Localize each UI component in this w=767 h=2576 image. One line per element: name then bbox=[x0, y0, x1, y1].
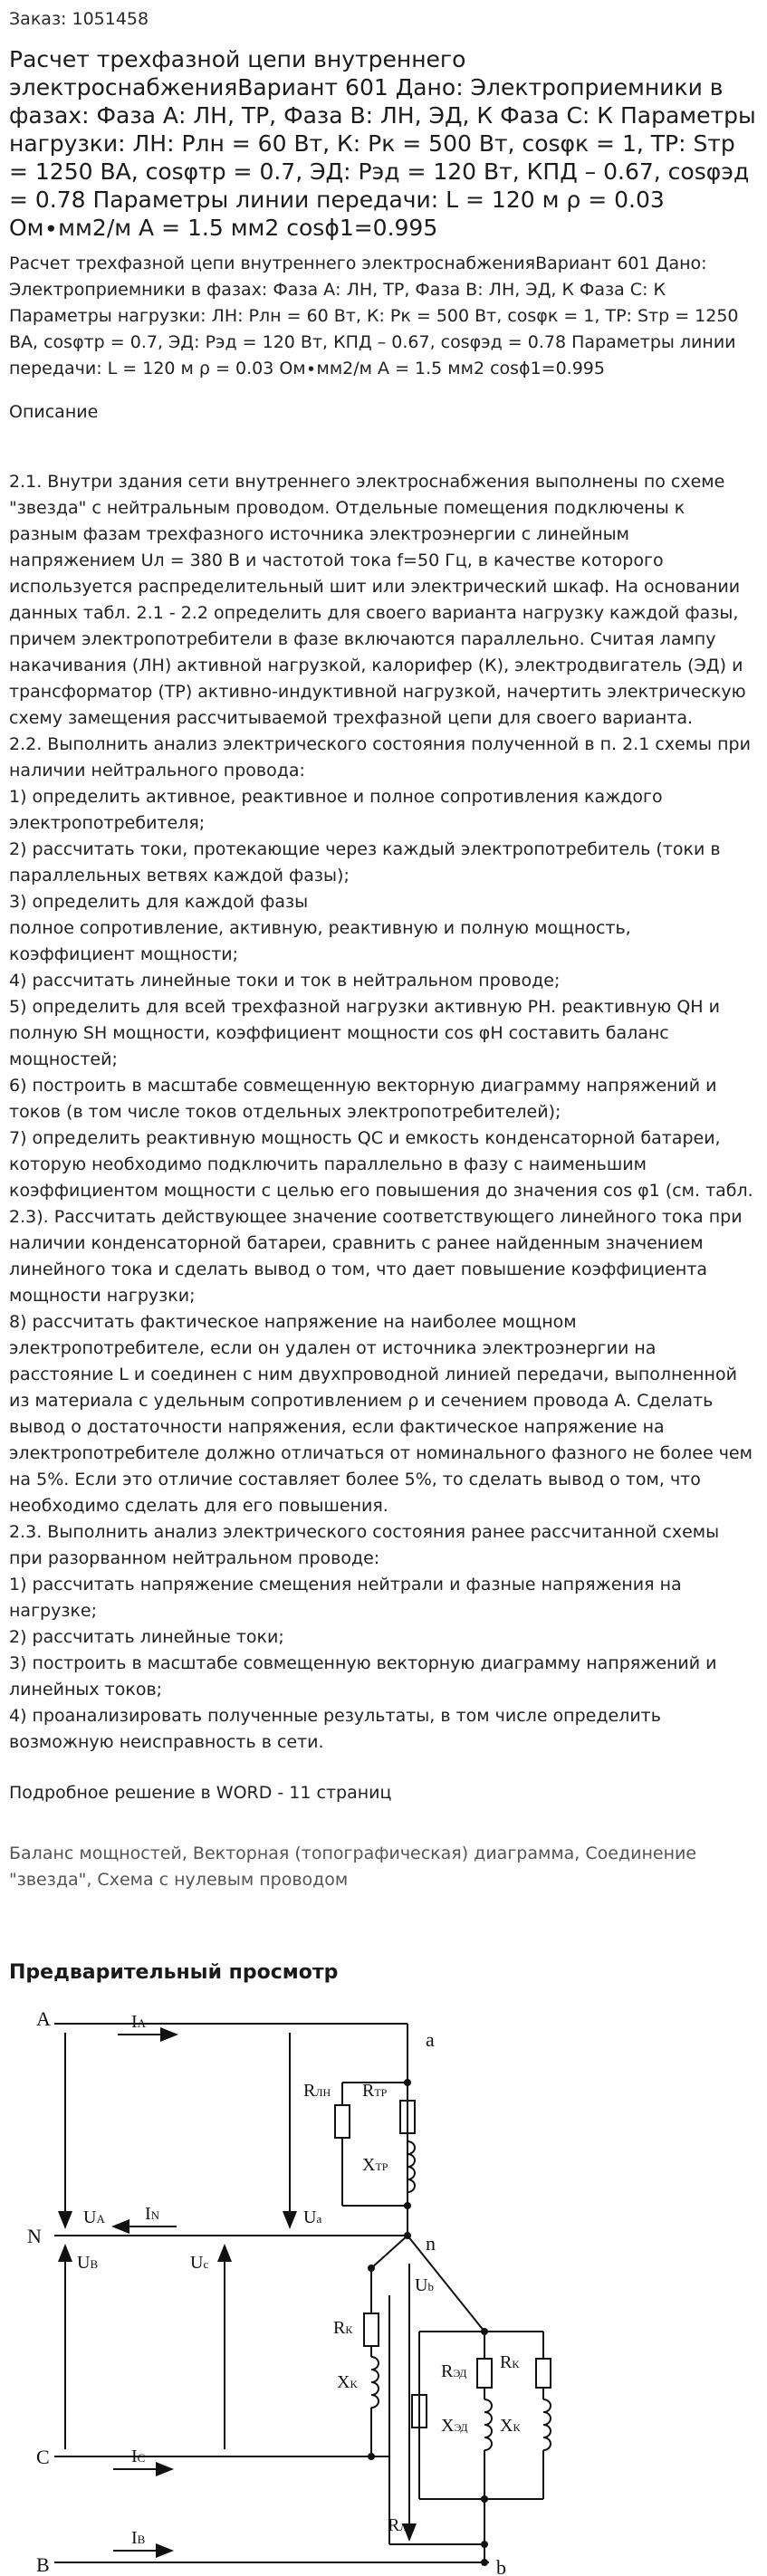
word-info: Подробное решение в WORD - 11 страниц bbox=[9, 1783, 392, 1803]
label-i-n: I bbox=[145, 2204, 151, 2224]
description-paragraph: 1) определить активное, реактивное и полное сопротивления каждого электропотребителя; bbox=[9, 787, 663, 833]
resistor-r-ed bbox=[477, 2359, 492, 2388]
svg-text:Ub: Ub bbox=[415, 2275, 434, 2295]
label-u-c: U bbox=[190, 2253, 204, 2273]
page-title: Расчет трехфазной цепи внутреннего электроснабженияВариант 601 Дано: Электроприемники в фазах: Фаза А: ЛН, ТР, Фаза В: ЛН, ЭД, К Фаза С: К Параметры нагрузки: ЛН: Рлн = 60 Вт, К: Рк = 500 Вт, cosφк = 1, ТР: Sтр = 1250 ВА, cosφтр = 0.7, ЭД: Рэд = 120 Вт, КПД – 0.67, cosφэд = 0.78 Параметры линии передачи: L = 120 м ρ = 0.03 Ом∙мм2/м А = 1.5 мм2 cosϕ1=0.995 bbox=[9, 46, 756, 241]
inductor-x-k-b bbox=[543, 2399, 551, 2450]
description-paragraph: 8) рассчитать фактическое напряжение на наиболее мощном электропотребителе, если он удален от источника электроэнергии на расстояние L и соединен с ним двухпроводной линией передачи, выполненной из материала с удельным сопротивлением ρ и сечением провода A. Сделать вывод о достаточности напряжения, если фактическое напряжение на электропотребителе должно отличаться от номинального фазного не более чем на 5%. Если это отличие составляет более 5%, то сделать вывод о том, что необходимо сделать для его повышения. bbox=[9, 1312, 753, 1516]
svg-text:XК: XК bbox=[337, 2372, 358, 2392]
label-node-b-small: b bbox=[496, 2556, 506, 2576]
label-u-b-small: U bbox=[415, 2275, 428, 2295]
inductor-x-k-c bbox=[371, 2357, 379, 2408]
description-paragraph: полное сопротивление, активную, реактивную и полную мощность, коэффициент мощности; bbox=[9, 918, 631, 964]
description-body bbox=[9, 469, 757, 1756]
label-r-k-c: R bbox=[333, 2318, 346, 2338]
description-paragraph: 3) построить в масштабе совмещенную векторную диаграмму напряжений и линейных токов; bbox=[9, 1653, 717, 1700]
label-u-a: U bbox=[83, 2207, 97, 2227]
description-paragraph: 2) рассчитать линейные токи; bbox=[9, 1627, 284, 1647]
description-paragraph: 1) рассчитать напряжение смещения нейтрали и фазные напряжения на нагрузке; bbox=[9, 1575, 682, 1621]
resistor-r-ln-a bbox=[335, 2105, 350, 2138]
label-i-b: I bbox=[131, 2528, 138, 2548]
svg-text:RК: RК bbox=[500, 2352, 520, 2372]
label-node-a-small: a bbox=[426, 2028, 435, 2051]
inductor-x-ed bbox=[484, 2399, 492, 2450]
description-paragraph: 2.1. Внутри здания сети внутреннего электроснабжения выполнены по схеме "звезда" с нейтральным проводом. Отдельные помещения подключены к разным фазам трехфазного источника электроэнергии с линейным напряжением Uл = 380 В и частотой тока f=50 Гц, в качестве которого используется распределительный шит или электрический шкаф. На основании данных табл. 2.1 - 2.2 определить для своего варианта нагрузку каждой фазы, причем электропотребители в фазе включаются параллельно. Считая лампу накачивания (ЛН) активной нагрузкой, калорифер (К), электродвигатель (ЭД) и трансформатор (ТР) активно-индуктивной нагрузкой, начертить электрическую схему замещения рассчитываемой трехфазной цепи для своего варианта. bbox=[9, 472, 746, 728]
svg-text:RЭД: RЭД bbox=[441, 2361, 467, 2381]
svg-text:UA: UA bbox=[83, 2207, 105, 2227]
description-paragraph: 4) проанализировать полученные результаты, в том числе определить возможную неисправность в сети. bbox=[9, 1706, 661, 1752]
svg-text:IB: IB bbox=[131, 2528, 146, 2548]
svg-text:RЛН: RЛН bbox=[388, 2515, 416, 2535]
label-node-b: B bbox=[36, 2553, 50, 2576]
svg-text:XК: XК bbox=[500, 2416, 521, 2436]
page-subtitle: Расчет трехфазной цепи внутреннего электроснабженияВариант 601 Дано: Электроприемники в фазах: Фаза А: ЛН, ТР, Фаза В: ЛН, ЭД, К Фаза С: К Параметры нагрузки: ЛН: Рлн = 60 Вт, К: Рк = 500 Вт, cosφк = 1, ТР: Sтр = 1250 ВА, cosφтр = 0.7, ЭД: Рэд = 120 Вт, КПД – 0.67, cosφэд = 0.78 Параметры линии передачи: L = 120 м ρ = 0.03 Ом∙мм2/м А = 1.5 мм2 cosϕ1=0.995 bbox=[9, 254, 739, 378]
description-paragraph: 3) определить для каждой фазы bbox=[9, 892, 309, 912]
label-x-k-b: X bbox=[500, 2416, 513, 2436]
description-label: Описание bbox=[9, 402, 99, 422]
label-node-n-small: n bbox=[426, 2232, 436, 2255]
label-r-tr: R bbox=[362, 2081, 375, 2101]
label-r-k-b: R bbox=[500, 2352, 513, 2372]
label-node-c: C bbox=[36, 2446, 50, 2468]
preview-title: Предварительный просмотр bbox=[9, 1961, 339, 1984]
label-r-ln-b: R bbox=[388, 2515, 400, 2535]
label-x-k-c: X bbox=[337, 2372, 350, 2392]
svg-text:RК: RК bbox=[333, 2318, 353, 2338]
svg-text:IA: IA bbox=[131, 2012, 147, 2032]
inductor-x-tr bbox=[407, 2141, 415, 2192]
svg-text:Uc: Uc bbox=[190, 2253, 209, 2273]
svg-text:IC: IC bbox=[131, 2447, 146, 2466]
description-paragraph: 2.3. Выполнить анализ электрического состояния ранее рассчитанной схемы при разорванном нейтральном проводе: bbox=[9, 1522, 720, 1568]
label-i-c: I bbox=[131, 2447, 138, 2466]
label-node-n: N bbox=[27, 2225, 42, 2247]
svg-text:UB: UB bbox=[77, 2253, 99, 2273]
svg-text:XЭД: XЭД bbox=[441, 2416, 468, 2436]
svg-text:XТР: XТР bbox=[362, 2155, 388, 2175]
label-node-a: A bbox=[36, 2007, 51, 2030]
description-paragraph: 6) построить в масштабе совмещенную векторную диаграмму напряжений и токов (в том числе токов отдельных электропотребителей); bbox=[9, 1076, 717, 1122]
label-r-ed: R bbox=[441, 2361, 454, 2381]
resistor-r-k-c bbox=[364, 2313, 379, 2346]
svg-text:RТР: RТР bbox=[362, 2081, 388, 2101]
order-number: Заказ: 1051458 bbox=[9, 9, 149, 29]
circuit-schematic bbox=[0, 1997, 767, 2576]
resistor-r-k-b bbox=[536, 2359, 551, 2388]
svg-text:Ua: Ua bbox=[303, 2207, 322, 2227]
label-r-ln-a: R bbox=[303, 2081, 316, 2101]
description-paragraph: 7) определить реактивную мощность QC и емкость конденсаторной батареи, которую необходимо подключить параллельно в фазу с наименьшим коэффициентом мощности с целью его повышения до значения cos φ1 (см. табл. 2.3). Рассчитать действующее значение соответствующего линейного тока при наличии конденсаторной батареи, сравнить с ранее найденным значением линейного тока и сделать вывод о том, что дает повышение коэффициента мощности нагрузки; bbox=[9, 1128, 753, 1306]
label-u-a-small: U bbox=[303, 2207, 317, 2227]
svg-text:RЛН: RЛН bbox=[303, 2081, 331, 2101]
label-x-ed: X bbox=[441, 2416, 455, 2436]
tags: Баланс мощностей, Векторная (топографическая) диаграмма, Соединение "звезда", Схема с нулевым проводом bbox=[9, 1843, 697, 1890]
description-paragraph: 2) рассчитать токи, протекающие через каждый электропотребитель (токи в параллельных ветвях каждой фазы); bbox=[9, 839, 721, 886]
svg-text:IN: IN bbox=[145, 2204, 160, 2224]
label-i-a: I bbox=[131, 2012, 138, 2032]
page-content bbox=[9, 7, 757, 1893]
description-paragraph: 4) рассчитать линейные токи и ток в нейтральном проводе; bbox=[9, 971, 561, 991]
label-u-b: U bbox=[77, 2253, 91, 2273]
description-paragraph: 2.2. Выполнить анализ электрического состояния полученной в п. 2.1 схемы при наличии нейтрального провода: bbox=[9, 734, 751, 780]
label-x-tr: X bbox=[362, 2155, 376, 2175]
description-paragraph: 5) определить для всей трехфазной нагрузки активную PH. реактивную QH и полную SH мощности, коэффициент мощности cos φH составить баланс мощностей; bbox=[9, 997, 720, 1069]
